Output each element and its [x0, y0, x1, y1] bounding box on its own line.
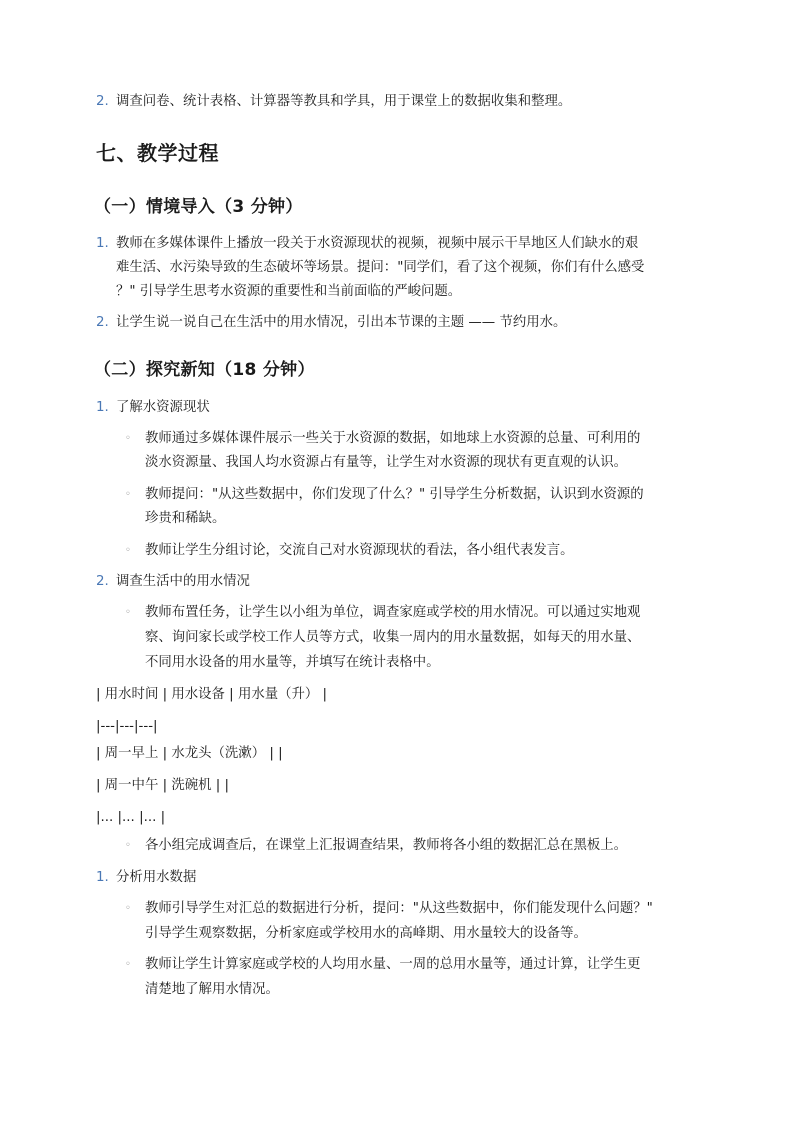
list-number: 1.	[96, 236, 109, 251]
list-item-title: 分析用水数据	[116, 870, 197, 885]
list-number: 2.	[96, 94, 109, 109]
bullet-marker: ◦	[125, 489, 131, 500]
bullet-line: 教师通过多媒体课件展示一些关于水资源的数据，如地球上水资源的总量、可利用的	[145, 431, 641, 446]
list-item-title: 调查生活中的用水情况	[116, 574, 250, 589]
bullet-marker: ◦	[125, 433, 131, 444]
bullet-line: 不同用水设备的用水量等，并填写在统计表格中。	[145, 655, 440, 670]
list-number: 1.	[96, 400, 109, 415]
bullet-line: 教师让学生计算家庭或学校的人均用水量、一周的总用水量等，通过计算，让学生更	[145, 957, 641, 972]
bullet-marker: ◦	[125, 545, 131, 556]
list-number: 2.	[96, 574, 109, 589]
table-text-line: | 周一中午 | 洗碗机 | |	[96, 778, 230, 793]
table-text-line: |---|---|---|	[96, 719, 158, 734]
subsection-heading: （一）情境导入（3 分钟）	[94, 197, 303, 217]
list-number: 1.	[96, 870, 109, 885]
bullet-line: 教师布置任务，让学生以小组为单位，调查家庭或学校的用水情况。可以通过实地观	[145, 605, 641, 620]
list-item-line: ？" 引导学生思考水资源的重要性和当前面临的严峻问题。	[116, 284, 462, 299]
bullet-line: 清楚地了解用水情况。	[145, 982, 279, 997]
bullet-line: 教师提问："从这些数据中，你们发现了什么？" 引导学生分析数据，认识到水资源的	[145, 487, 644, 502]
section-heading: 七、教学过程	[96, 141, 219, 165]
list-item-line: 难生活、水污染导致的生态破坏等场景。提问："同学们，看了这个视频，你们有什么感受	[116, 260, 645, 275]
subsection-heading: （二）探究新知（18 分钟）	[94, 360, 315, 380]
bullet-line: 珍贵和稀缺。	[145, 511, 226, 526]
bullet-line: 各小组完成调查后，在课堂上汇报调查结果，教师将各小组的数据汇总在黑板上。	[145, 838, 628, 853]
list-item-line: 教师在多媒体课件上播放一段关于水资源现状的视频，视频中展示干旱地区人们缺水的艰	[116, 236, 639, 251]
list-item-text: 调查问卷、统计表格、计算器等教具和学具，用于课堂上的数据收集和整理。	[116, 94, 572, 109]
bullet-line: 教师引导学生对汇总的数据进行分析，提问："从这些数据中，你们能发现什么问题？"	[145, 901, 653, 916]
bullet-marker: ◦	[125, 840, 131, 851]
table-text-line: | 周一早上 | 水龙头（洗漱） | |	[96, 746, 283, 761]
bullet-marker: ◦	[125, 903, 131, 914]
table-text-line: | 用水时间 | 用水设备 | 用水量（升） |	[96, 687, 328, 702]
bullet-line: 教师让学生分组讨论，交流自己对水资源现状的看法，各小组代表发言。	[145, 543, 574, 558]
bullet-line: 察、询问家长或学校工作人员等方式，收集一周内的用水量数据，如每天的用水量、	[145, 630, 641, 645]
list-item-title: 了解水资源现状	[116, 400, 210, 415]
bullet-marker: ◦	[125, 959, 131, 970]
bullet-line: 引导学生观察数据，分析家庭或学校用水的高峰期、用水量较大的设备等。	[145, 926, 587, 941]
table-text-line: |... |... |... |	[96, 810, 166, 825]
list-number: 2.	[96, 315, 109, 330]
bullet-marker: ◦	[125, 607, 131, 618]
list-item-line: 让学生说一说自己在生活中的用水情况，引出本节课的主题 —— 节约用水。	[116, 315, 567, 330]
bullet-line: 淡水资源量、我国人均水资源占有量等，让学生对水资源的现状有更直观的认识。	[145, 455, 628, 470]
